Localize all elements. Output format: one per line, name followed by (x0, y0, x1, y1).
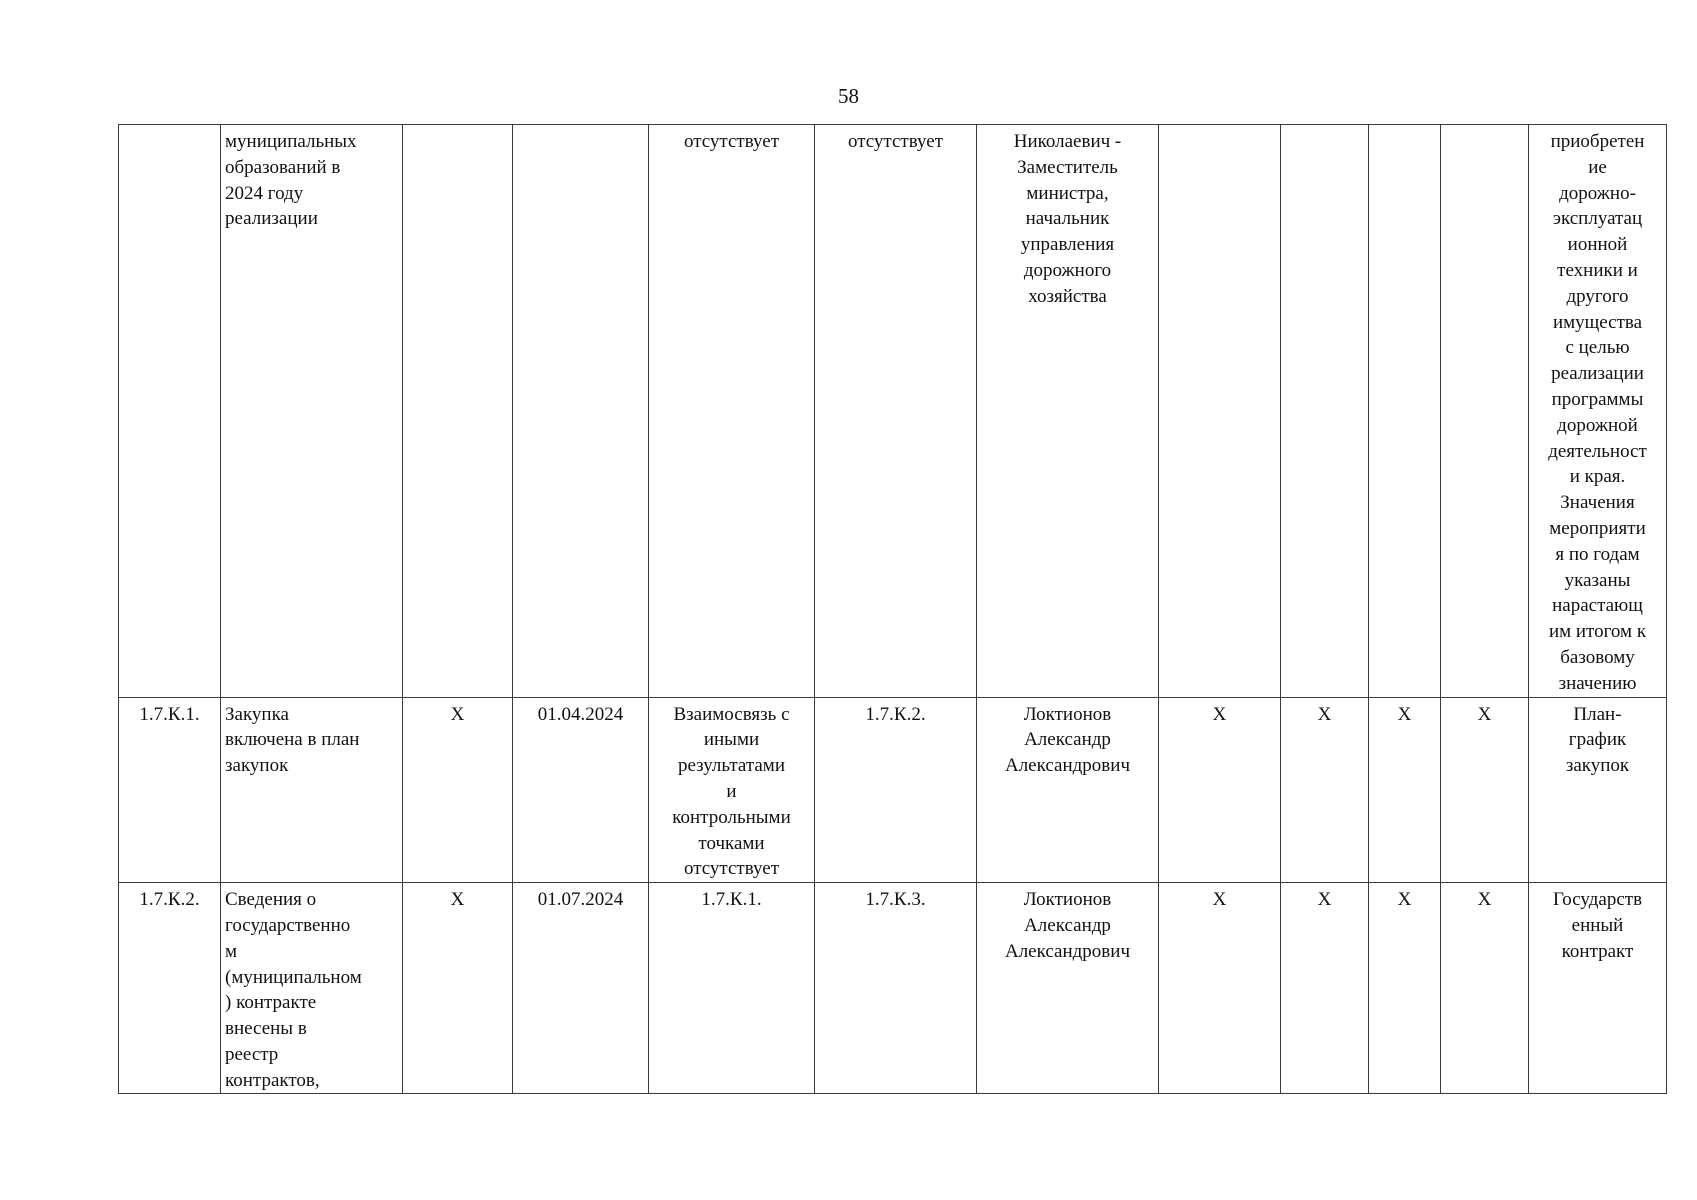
next-point-cell: отсутствует (815, 125, 977, 698)
table-row (119, 125, 1667, 698)
mark-cell: Х (1159, 883, 1281, 1094)
document-cell: Государств енный контракт (1529, 883, 1667, 1094)
mark-cell: Х (1281, 883, 1369, 1094)
responsible-cell: Локтионов Александр Александрович (977, 883, 1159, 1094)
mark-cell (1159, 125, 1281, 698)
document-cell: План- график закупок (1529, 697, 1667, 883)
mark-cell: Х (1441, 883, 1529, 1094)
date-cell: 01.04.2024 (513, 697, 649, 883)
date-cell (513, 125, 649, 698)
mark-cell: Х (1369, 697, 1441, 883)
responsible-cell: Николаевич - Заместитель министра, начальник управления дорожного хозяйства (977, 125, 1159, 698)
mark-cell (1441, 125, 1529, 698)
mark-cell: Х (1441, 697, 1529, 883)
mark-cell: Х (1281, 697, 1369, 883)
result-name-cell: Закупка включена в план закупок (221, 697, 403, 883)
table-row (119, 883, 1667, 1094)
table-row (119, 697, 1667, 883)
mark-cell (1281, 125, 1369, 698)
next-point-cell: 1.7.К.3. (815, 883, 977, 1094)
relation-cell: отсутствует (649, 125, 815, 698)
next-point-cell: 1.7.К.2. (815, 697, 977, 883)
mark-cell: Х (403, 883, 513, 1094)
result-name-cell: Сведения о государственно м (муниципальном ) контракте внесены в реестр контрактов, (221, 883, 403, 1094)
mark-cell (1369, 125, 1441, 698)
relation-cell: 1.7.К.1. (649, 883, 815, 1094)
result-name-cell: муниципальных образований в 2024 году реализации (221, 125, 403, 698)
row-number-cell: 1.7.К.2. (119, 883, 221, 1094)
row-number-cell: 1.7.К.1. (119, 697, 221, 883)
responsible-cell: Локтионов Александр Александрович (977, 697, 1159, 883)
activity-table (118, 124, 1667, 1094)
page-number: 58 (838, 84, 859, 108)
document-cell: приобретен ие дорожно- эксплуатац ионной техники и другого имущества с целью реализации программы дорожной деятельност и края. Значения мероприяти я по годам указаны нарастающ им итогом к базовому значению (1529, 125, 1667, 698)
relation-cell: Взаимосвязь с иными результатами и контрольными точками отсутствует (649, 697, 815, 883)
row-number-cell (119, 125, 221, 698)
mark-cell: Х (403, 697, 513, 883)
mark-cell (403, 125, 513, 698)
date-cell: 01.07.2024 (513, 883, 649, 1094)
mark-cell: Х (1159, 697, 1281, 883)
mark-cell: Х (1369, 883, 1441, 1094)
